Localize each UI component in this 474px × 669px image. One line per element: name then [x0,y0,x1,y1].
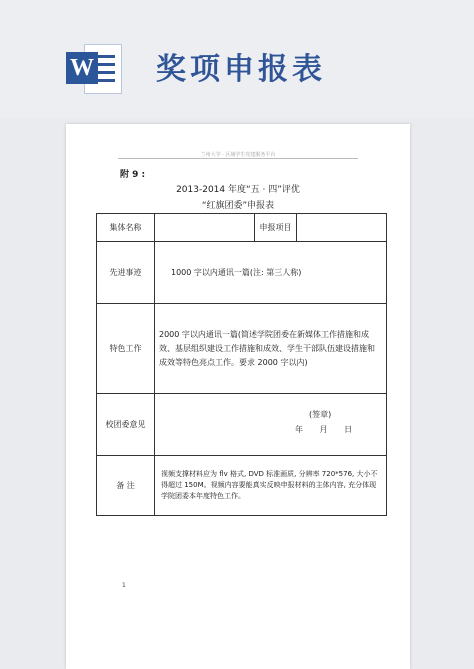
seal-label: (签章) [309,410,332,419]
school-committee-label: 校团委意见 [97,394,155,456]
header-rule [118,158,358,159]
remarks-label: 备 注 [97,456,155,516]
form-title-year: 2013-2014 年度“五 · 四”评优 [176,185,300,195]
table-row [97,242,387,304]
banner [0,0,474,118]
collective-name-field[interactable] [155,214,255,242]
date-day-label: 日 [344,425,353,434]
table-row [97,394,387,456]
date-month-label: 月 [319,425,328,434]
advanced-deeds-label: 先进事迹 [97,242,155,304]
remarks-text: 视频支撑材料应为 flv 格式, DVD 标准画质, 分辨率 720*576, 大小不得超过 150M。视频内容要能真实反映申报材料的主体内容, 充分体现学院团委本年度特色工作。 [155,456,387,516]
date-year-label: 年 [295,425,303,434]
table-row [97,214,387,242]
feature-work-label: 特色工作 [97,304,155,394]
collective-name-label: 集体名称 [97,214,155,242]
banner-title: 奖项申报表 [156,52,326,87]
page-number: 1 [122,582,126,589]
word-badge: W [66,52,98,84]
advanced-deeds-text: 1000 字以内通讯一篇(注: 第三人称) [155,242,387,304]
date-line [295,424,366,436]
document-page [66,124,410,669]
declared-item-label: 申报项目 [255,214,297,242]
table-row [97,456,387,516]
feature-work-text: 2000 字以内通讯一篇(简述学院团委在新媒体工作措施和成效、基层组织建设工作措施和成效、学生干部队伍建设措施和成效等特色亮点工作。要求 2000 字以内) [155,304,387,394]
header-note: 兰州大学 · 区域学生党建服务平台 [200,152,276,158]
declared-item-field[interactable] [297,214,387,242]
table-row [97,304,387,394]
annex-label: 附 9 : [120,170,146,180]
application-form-table [96,213,387,516]
signature-area [155,394,386,455]
form-title-name: “红旗团委”申报表 [201,201,275,211]
school-committee-opinion-field[interactable] [155,394,387,456]
word-document-icon [66,40,124,96]
